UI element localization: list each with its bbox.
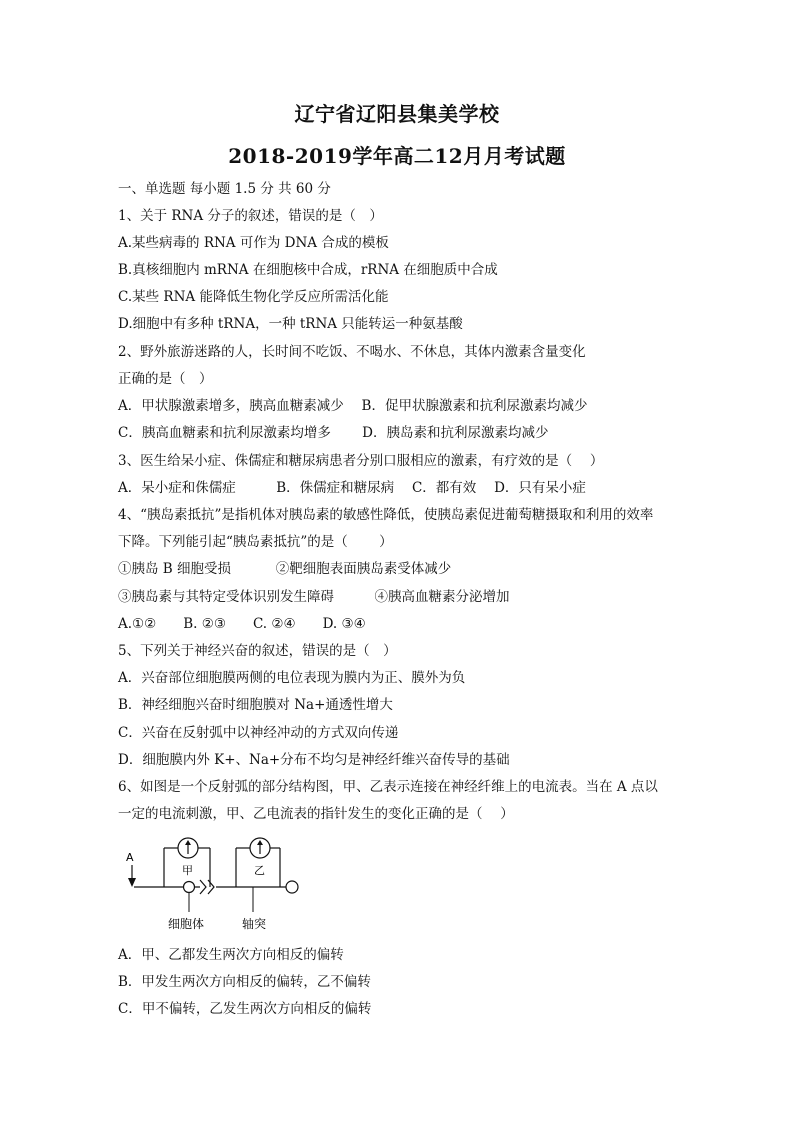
question-line: B.真核细胞内 mRNA 在细胞核中合成，rRNA 在细胞质中合成 (118, 262, 498, 278)
axon-label: 轴突 (242, 917, 267, 931)
question-line: B．神经细胞兴奋时细胞膜对 Na+通透性增大 (118, 697, 393, 713)
question-line: A.①② B. ②③ C. ②④ D. ③④ (118, 616, 366, 632)
option-line: C．甲不偏转，乙发生两次方向相反的偏转 (118, 1001, 372, 1017)
soma-circle (184, 882, 195, 893)
section-heading: 一、单选题 每小题 1.5 分 共 60 分 (118, 181, 331, 197)
page-subtitle: 2018-2019学年高二12月月考试题 (228, 144, 566, 168)
question-line: 一定的电流刺激，甲、乙电流表的指针发生的变化正确的是（ ） (118, 806, 514, 822)
question-line: 6、如图是一个反射弧的部分结构图，甲、乙表示连接在神经纤维上的电流表。当在 A 点以 (118, 779, 658, 795)
question-line: C．胰高血糖素和抗利尿激素均增多 D．胰岛素和抗利尿激素均减少 (118, 425, 549, 441)
question-line: C.某些 RNA 能降低生物化学反应所需活化能 (118, 289, 389, 305)
question-line: 4、“胰岛素抵抗”是指机体对胰岛素的敏感性降低，使胰岛素促进葡萄糖摄取和利用的效率 (118, 507, 654, 523)
question-line: C．兴奋在反射弧中以神经冲动的方式双向传递 (118, 725, 399, 741)
question-line: 5、下列关于神经兴奋的叙述，错误的是（ ） (118, 643, 397, 659)
terminal-circle (286, 881, 298, 893)
question-line: A．兴奋部位细胞膜两侧的电位表现为膜内为正、膜外为负 (118, 670, 466, 686)
reflex-arc-diagram (120, 836, 320, 940)
question-line: 下降。下列能引起“胰岛素抵抗”的是（ ） (118, 534, 393, 550)
question-line: D．细胞膜内外 K+、Na+分布不均匀是神经纤维兴奋传导的基础 (118, 752, 510, 768)
label-a: A (126, 851, 134, 864)
question-line: 3、医生给呆小症、侏儒症和糖尿病患者分别口服相应的激素，有疗效的是（ ） (118, 453, 604, 469)
synapse-icon (200, 880, 206, 894)
option-line: B．甲发生两次方向相反的偏转，乙不偏转 (118, 974, 371, 990)
stimulus-arrow-icon (128, 878, 136, 887)
question-line: 正确的是（ ） (118, 371, 213, 387)
question-line: 2、野外旅游迷路的人，长时间不吃饭、不喝水、不休息，其体内激素含量变化 (118, 344, 586, 360)
question-line: ③胰岛素与其特定受体识别发生障碍 ④胰高血糖素分泌增加 (118, 589, 510, 605)
page-title: 辽宁省辽阳县集美学校 (294, 102, 500, 126)
question-line: A.某些病毒的 RNA 可作为 DNA 合成的模板 (118, 235, 389, 251)
question-line: A．呆小症和侏儒症 B．侏儒症和糖尿病 C．都有效 D．只有呆小症 (118, 480, 586, 496)
question-line: D.细胞中有多种 tRNA，一种 tRNA 只能转运一种氨基酸 (118, 316, 463, 332)
option-line: A．甲、乙都发生两次方向相反的偏转 (118, 947, 344, 963)
meter-yi-label: 乙 (254, 864, 265, 877)
soma-label: 细胞体 (168, 917, 205, 931)
question-line: ①胰岛 B 细胞受损 ②靶细胞表面胰岛素受体减少 (118, 561, 452, 577)
question-line: 1、关于 RNA 分子的叙述，错误的是（ ） (118, 208, 383, 224)
meter-jia-label: 甲 (182, 864, 193, 877)
question-line: A．甲状腺激素增多，胰高血糖素减少 B．促甲状腺激素和抗利尿激素均减少 (118, 398, 588, 414)
